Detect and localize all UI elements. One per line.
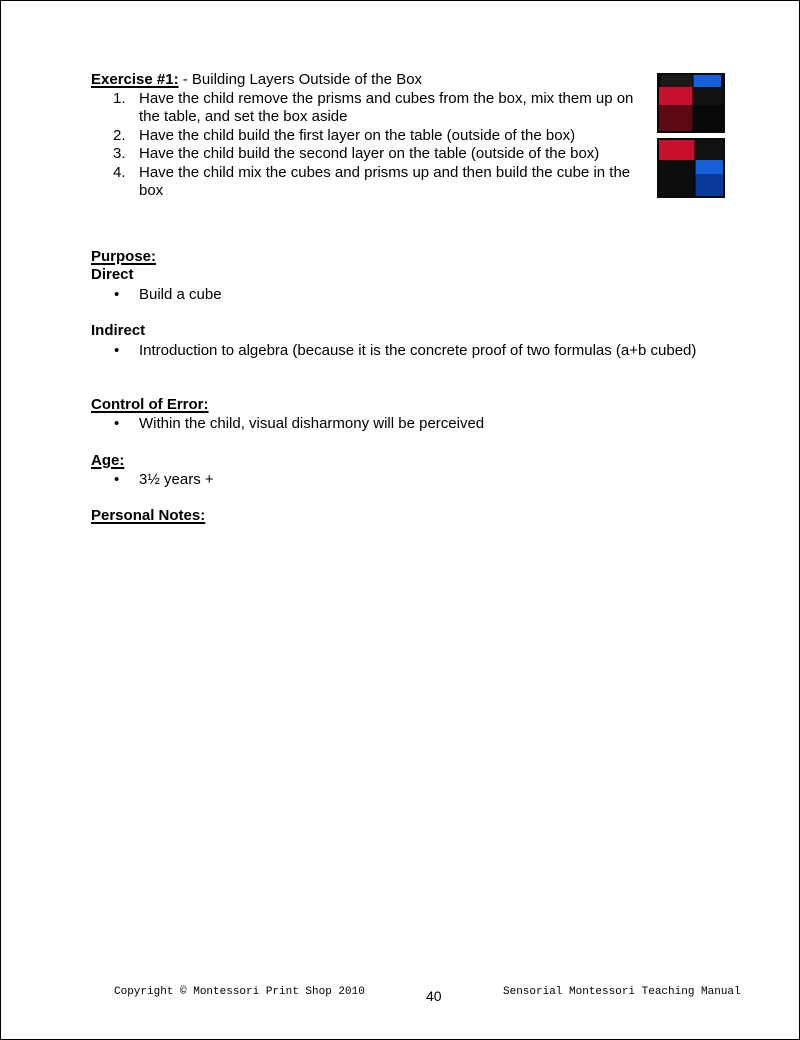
age-list: [91, 471, 741, 490]
list-item: [91, 90, 639, 127]
bullet: •: [114, 341, 120, 359]
list-item: [91, 415, 741, 434]
bullet: •: [114, 470, 120, 488]
age-heading: Age:: [91, 452, 125, 469]
step-number: 2.: [113, 126, 126, 144]
list-item: [91, 471, 741, 490]
step-text: Have the child mix the cubes and prisms up and then build the cube in the box: [139, 163, 631, 199]
step-text: Have the child remove the prisms and cubes from the box, mix them up on the table, and set the box aside: [139, 89, 634, 125]
exercise-steps: [91, 90, 741, 201]
footer-copyright: Copyright © Montessori Print Shop 2010: [114, 986, 365, 998]
age-item: 3½ years +: [139, 470, 214, 488]
list-item: [91, 286, 741, 305]
exercise-header: [91, 71, 741, 90]
list-item: [91, 127, 639, 146]
direct-list: [91, 286, 741, 305]
exercise-title: - Building Layers Outside of the Box: [178, 71, 423, 88]
step-number: 3.: [113, 145, 126, 162]
page-number: 40: [426, 988, 442, 1004]
indirect-label: Indirect: [91, 322, 146, 339]
bullet: •: [114, 414, 120, 432]
control-of-error-list: [91, 415, 741, 434]
indirect-item: Introduction to algebra (because it is the concrete proof of two formulas (a+b cubed): [139, 341, 697, 359]
list-item: [91, 342, 741, 361]
direct-item: Build a cube: [139, 285, 222, 303]
purpose-heading: Purpose:: [91, 247, 157, 265]
bullet: •: [114, 285, 120, 303]
footer-manual-title: Sensorial Montessori Teaching Manual: [503, 986, 741, 998]
step-text: Have the child build the first layer on the table (outside of the box): [139, 126, 576, 144]
personal-notes-heading: Personal Notes:: [91, 507, 206, 524]
step-text: Have the child build the second layer on the table (outside of the box): [139, 145, 600, 162]
exercise-heading: Exercise #1:: [91, 71, 179, 88]
content: [91, 71, 741, 526]
direct-label: Direct: [91, 266, 134, 283]
list-item: [91, 164, 639, 201]
indirect-list: [91, 342, 741, 361]
step-number: 4.: [113, 163, 126, 181]
control-of-error-heading: Control of Error:: [91, 396, 209, 413]
control-of-error-item: Within the child, visual disharmony will be perceived: [139, 414, 485, 432]
step-number: 1.: [113, 89, 126, 107]
list-item: [91, 145, 639, 164]
